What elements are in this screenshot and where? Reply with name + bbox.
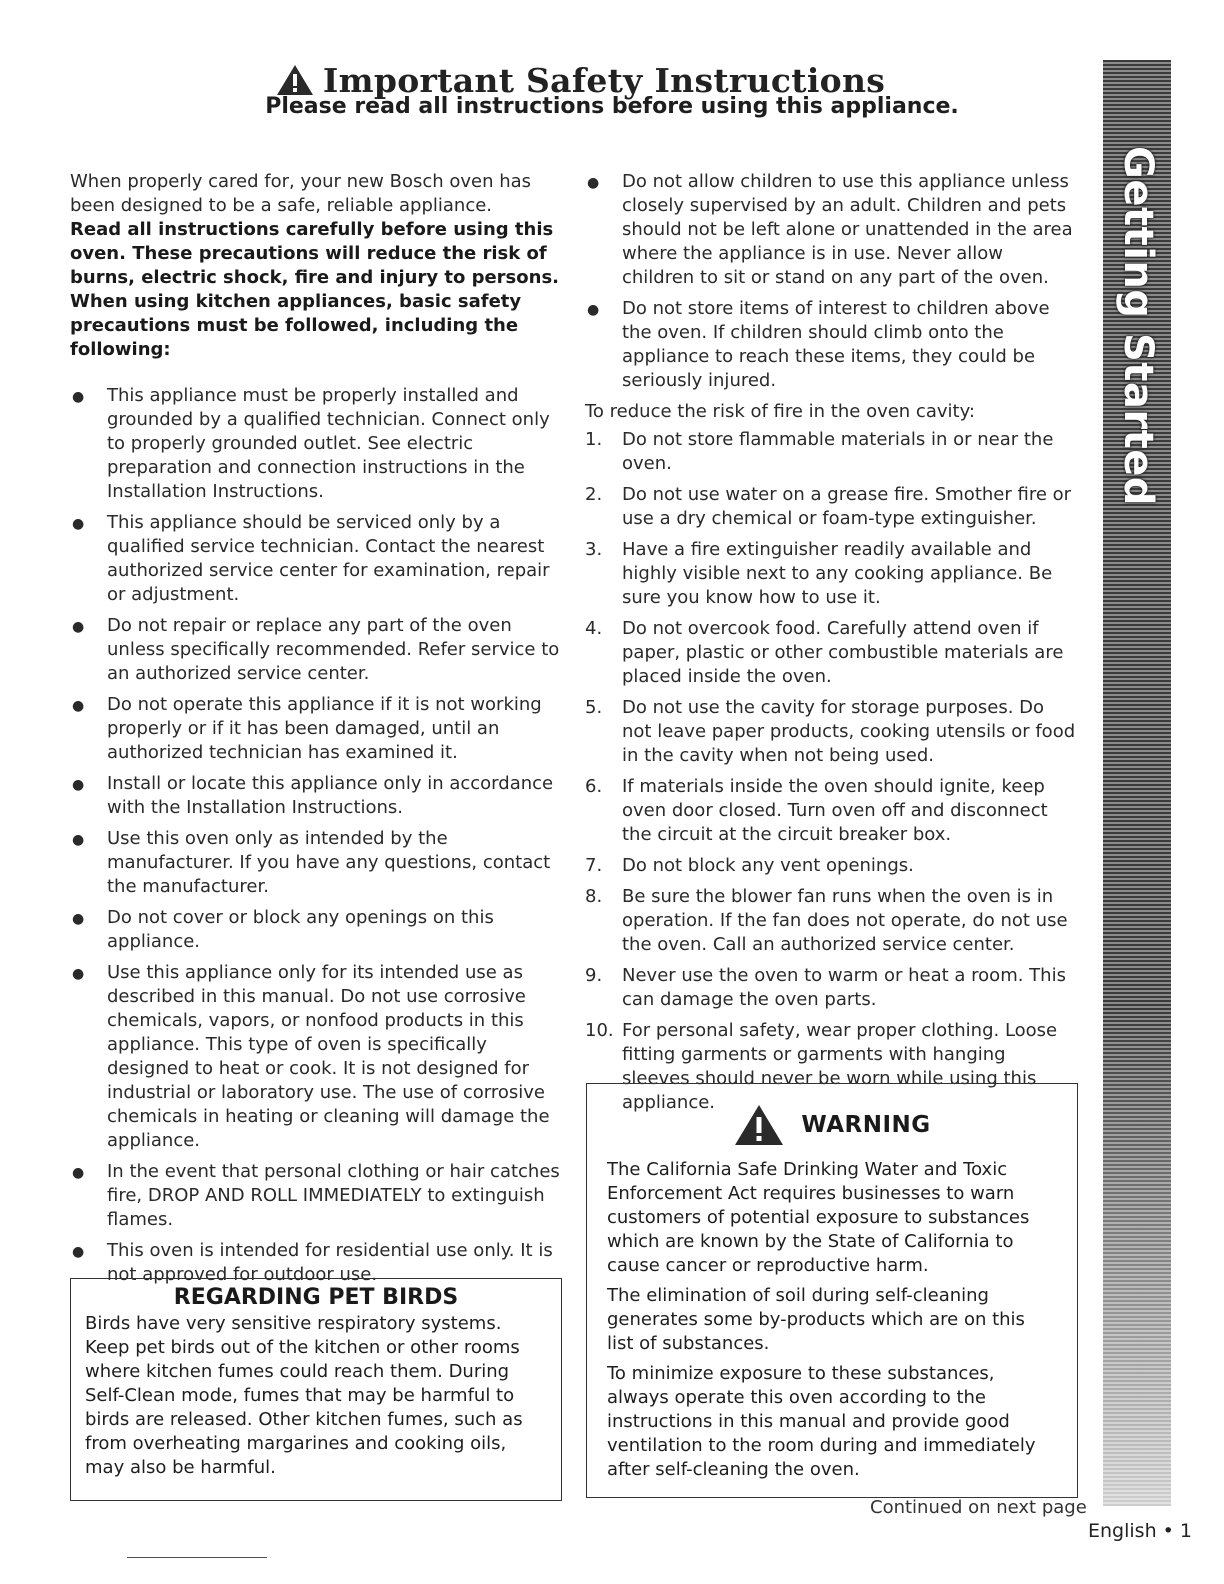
bullet-icon: ● <box>72 832 85 848</box>
side-tab-label: Getting Started <box>1115 146 1161 506</box>
intro-text <box>70 170 562 362</box>
bullet-icon: ● <box>72 777 85 793</box>
list-item: 3. Have a fire extinguisher readily available and highly visible next to any cooking appliance. Be sure you know how to use it. <box>585 539 1053 608</box>
list-item: 7. Do not block any vent openings. <box>585 855 914 876</box>
bullet-icon: ● <box>72 698 85 714</box>
bullet-icon: ● <box>72 389 85 405</box>
bullet-icon: ● <box>587 302 600 318</box>
bullet-icon: ● <box>72 1165 85 1181</box>
list-item: ● Do not store items of interest to children above the oven. If children should climb onto the appliance to reach these items, they could be seriously injured. <box>587 298 1050 391</box>
pet-birds-title: REGARDING PET BIRDS <box>173 1285 459 1310</box>
list-item: ● This oven is intended for residential use only. It is not approved for outdoor use. <box>72 1240 553 1285</box>
list-item: ● Use this appliance only for its intended use as described in this manual. Do not use corrosive chemicals, vapors, or nonfood products in this appliance. This type of oven is specifically designed to heat or cook. It is not designed for industrial or laboratory use. The use of corrosive chemicals in heating or cleaning will damage the appliance. <box>72 962 550 1151</box>
left-column <box>70 170 562 1294</box>
list-item: 10. For personal safety, wear proper clothing. Loose fitting garments or garments with hanging sleeves should never be worn while using this appliance. <box>585 1020 1058 1113</box>
list-item: 6. If materials inside the oven should ignite, keep oven door closed. Turn oven off and disconnect the circuit at the circuit breaker box. <box>585 776 1048 845</box>
right-bullet-list <box>585 170 1077 393</box>
bullet-icon: ● <box>72 911 85 927</box>
page-title: Important Safety Instructions <box>322 60 886 100</box>
pet-birds-body: Birds have very sensitive respiratory systems. Keep pet birds out of the kitchen or other rooms where kitchen fumes could reach them. During Self-Clean mode, fumes that may be harmful to birds are released. Other kitchen fumes, such as from overheating margarines and cooking oils, may also be harmful. <box>85 1313 523 1478</box>
list-item: ● Install or locate this appliance only in accordance with the Installation Instructions. <box>72 773 554 818</box>
list-item: 4. Do not overcook food. Carefully attend oven if paper, plastic or other combustible materials are placed inside the oven. <box>585 618 1064 687</box>
fire-intro: To reduce the risk of fire in the oven cavity: <box>585 401 975 422</box>
warning-paragraph: The California Safe Drinking Water and Toxic Enforcement Act requires businesses to warn customers of potential exposure to substances which are known by the State of California to cause cancer or reproductive harm. <box>607 1159 1030 1276</box>
fire-list <box>585 428 1077 1115</box>
list-item: ● Use this oven only as intended by the manufacturer. If you have any questions, contact the manufacturer. <box>72 828 551 897</box>
bullet-icon: ● <box>72 619 85 635</box>
intro-bold: Read all instructions carefully before using this oven. These precautions will reduce the risk of burns, electric shock, fire and injury to persons. When using kitchen appliances, basic safety precautions must be followed, including the following: <box>70 219 559 360</box>
bullet-icon: ● <box>72 966 85 982</box>
left-bullet-list <box>70 384 562 1287</box>
list-item: ● Do not cover or block any openings on this appliance. <box>72 907 494 952</box>
page-footer: English • 1 <box>1088 1520 1192 1542</box>
warning-triangle-icon <box>733 1103 785 1147</box>
intro-normal: When properly cared for, your new Bosch oven has been designed to be a safe, reliable appliance. <box>70 171 532 216</box>
list-item: ● Do not operate this appliance if it is not working properly or if it has been damaged, until an authorized technician has examined it. <box>72 694 542 763</box>
list-item: ● This appliance should be serviced only by a qualified service technician. Contact the nearest authorized service center for examination, repair or adjustment. <box>72 512 550 605</box>
bullet-icon: ● <box>72 516 85 532</box>
warning-title: WARNING <box>801 1112 931 1138</box>
warning-box <box>586 1083 1078 1498</box>
list-item: ● In the event that personal clothing or hair catches fire, DROP AND ROLL IMMEDIATELY to extinguish flames. <box>72 1161 560 1230</box>
bullet-icon: ● <box>587 175 600 191</box>
list-item: 9. Never use the oven to warm or heat a room. This can damage the oven parts. <box>585 965 1066 1010</box>
list-item: 2. Do not use water on a grease fire. Smother fire or use a dry chemical or foam-type extinguisher. <box>585 484 1072 529</box>
list-item: 1. Do not store flammable materials in or near the oven. <box>585 429 1054 474</box>
list-item: ● Do not repair or replace any part of the oven unless specifically recommended. Refer service to an authorized service center. <box>72 615 560 684</box>
warning-triangle-icon <box>275 63 315 97</box>
pet-birds-box <box>70 1278 562 1501</box>
bullet-icon: ● <box>72 1244 85 1260</box>
right-column <box>585 170 1077 1122</box>
list-item: 5. Do not use the cavity for storage purposes. Do not leave paper products, cooking utensils or food in the cavity when not being used. <box>585 697 1076 766</box>
section-side-tab <box>1103 60 1171 1506</box>
divider <box>127 1557 267 1558</box>
list-item: ● Do not allow children to use this appliance unless closely supervised by an adult. Children and pets should not be left alone or unattended in the area where the appliance is in use. Never allow children to sit or stand on any part of the oven. <box>587 171 1073 288</box>
list-item: 8. Be sure the blower fan runs when the oven is in operation. If the fan does not operate, do not use the oven. Call an authorized service center. <box>585 886 1068 955</box>
page-subtitle: Please read all instructions before using this appliance. <box>265 94 959 119</box>
continued-note: Continued on next page <box>870 1497 1087 1518</box>
warning-paragraph: To minimize exposure to these substances, always operate this oven according to the instructions in this manual and provide good ventilation to the room during and immediately after self-cleaning the oven. <box>607 1363 1036 1480</box>
warning-header <box>607 1092 1057 1158</box>
list-item: ● This appliance must be properly installed and grounded by a qualified technician. Connect only to properly grounded outlet. See electric preparation and connection instructions in the Installation Instructions. <box>72 385 550 502</box>
warning-paragraph: The elimination of soil during self-cleaning generates some by-products which are on this list of substances. <box>607 1285 1025 1354</box>
